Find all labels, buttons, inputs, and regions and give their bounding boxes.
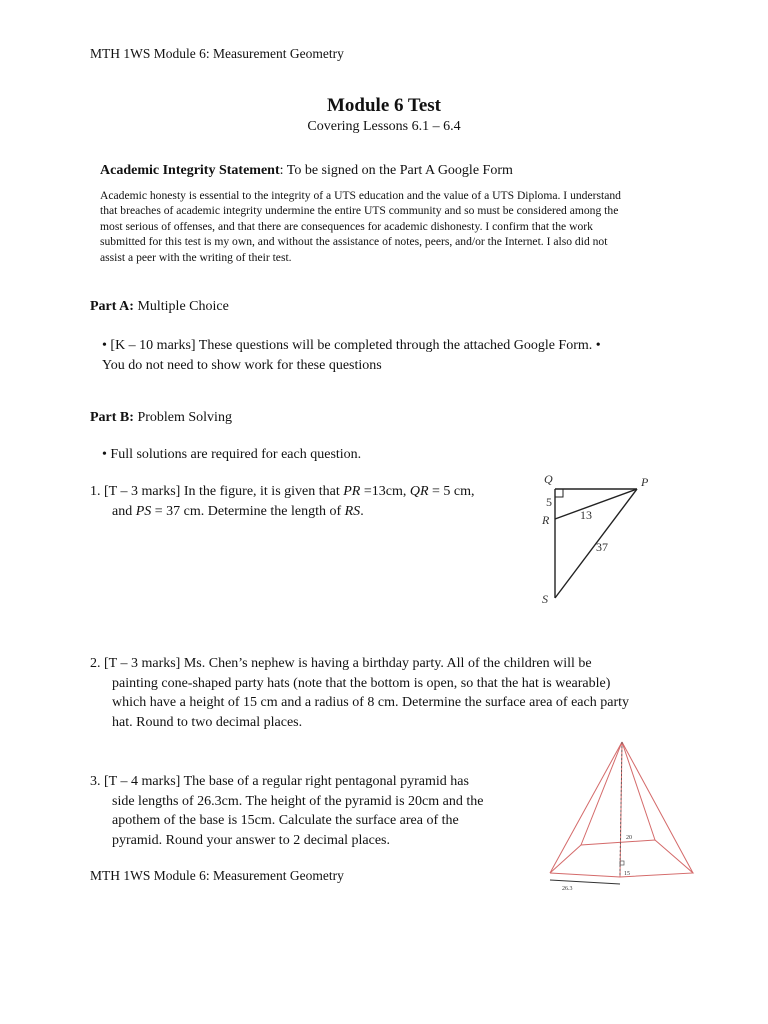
question-3: 3. [T – 4 marks] The base of a regular right pentagonal pyramid has side lengths of 26.3cm. The height of the pyramid is 20cm and the apothem of the base is 15cm. Calculate the surface area of the pyramid. Round your answer to 2 decimal places. bbox=[90, 774, 484, 848]
part-a-bullet-line: • [K – 10 marks] These questions will be completed through the attached Google Form. • bbox=[102, 338, 601, 353]
label-r: R bbox=[542, 513, 550, 527]
right-angle-mark bbox=[555, 489, 563, 497]
side-dimension-line bbox=[550, 880, 620, 884]
test-title: Module 6 Test bbox=[326, 95, 442, 116]
triangle-figure bbox=[530, 470, 660, 610]
part-b-heading bbox=[90, 410, 232, 426]
line-rp bbox=[555, 489, 637, 519]
label-s: S bbox=[542, 592, 548, 606]
integrity-statement bbox=[100, 188, 665, 265]
page-header: MTH 1WS Module 6: Measurement Geometry bbox=[90, 46, 344, 61]
label-height: 20 bbox=[626, 835, 632, 841]
part-a-bullet-line: You do not need to show work for these questions bbox=[102, 358, 382, 373]
label-p: P bbox=[641, 475, 649, 489]
label-side: 26.3 bbox=[562, 886, 573, 892]
integrity-label-rest: : To be signed on the Part A Google Form bbox=[279, 163, 513, 178]
integrity-line: that breaches of academic integrity undermine the entire UTS community and so must be considered among the bbox=[100, 204, 619, 218]
part-a-label: Part A: bbox=[90, 299, 134, 314]
label-pr-length: 13 bbox=[580, 508, 592, 522]
integrity-heading bbox=[100, 163, 513, 179]
integrity-line: Academic honesty is essential to the integrity of a UTS education and the value of a UTS Diploma. I understand bbox=[100, 189, 621, 202]
part-a-instructions bbox=[102, 336, 662, 376]
integrity-line: submitted for this test is my own, and without the assistance of notes, peers, and/or the Internet. I also did not bbox=[100, 235, 608, 249]
label-apothem: 15 bbox=[624, 871, 630, 877]
part-a-name: Multiple Choice bbox=[133, 299, 229, 314]
part-b-label: Part B: bbox=[90, 410, 134, 425]
label-ps-length: 37 bbox=[596, 540, 608, 554]
page-footer: MTH 1WS Module 6: Measurement Geometry bbox=[90, 868, 344, 883]
integrity-line: assist a peer with the writing of their test. bbox=[100, 250, 292, 264]
label-qr-length: 5 bbox=[546, 495, 552, 509]
test-subtitle: Covering Lessons 6.1 – 6.4 bbox=[307, 119, 461, 134]
integrity-line: most serious of offenses, and that there are consequences for academic dishonesty. I confirm that the work bbox=[100, 219, 593, 233]
question-2: 2. [T – 3 marks] Ms. Chen’s nephew is having a birthday party. All of the children will be painting cone-shaped party hats (note that the bottom is open, so that the hat is wearable) which have a height of 15 cm and a radius of 8 cm. Determine the surface area of each party hat. Round to two decimal places. bbox=[90, 656, 629, 730]
pyramid-base bbox=[550, 840, 693, 877]
part-b-instructions: • Full solutions are required for each question. bbox=[102, 447, 362, 462]
part-b-name: Problem Solving bbox=[133, 410, 232, 425]
label-q: Q bbox=[544, 472, 553, 486]
integrity-label: Academic Integrity Statement bbox=[100, 163, 280, 178]
part-a-heading bbox=[90, 299, 229, 315]
question-1: 1. [T – 3 marks] In the figure, it is given that PR =13cm, QR = 5 cm, and PS = 37 cm. Determine the length of RS. bbox=[90, 484, 475, 519]
pyramid-figure bbox=[540, 735, 700, 895]
